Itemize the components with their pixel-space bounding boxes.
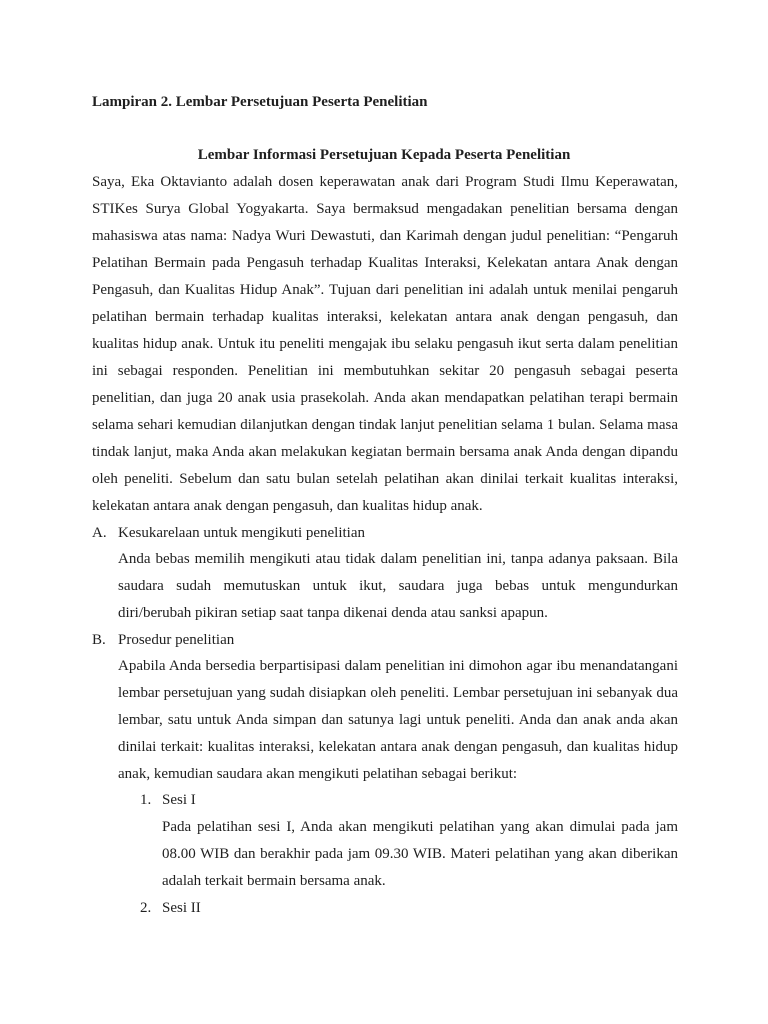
intro-line: kelekatan antara anak dengan pengasuh, dan kualitas hidup anak. (92, 498, 483, 514)
session-line: Pada pelatihan sesi I, Anda akan mengikuti pelatihan yang akan dimulai pada jam (162, 819, 678, 835)
intro-line: selama sehari kemudian dilanjutkan dengan tindak lanjut penelitian selama 1 bulan. Selama masa (92, 417, 678, 433)
section-a-line: saudara sudah memutuskan untuk ikut, saudara juga bebas untuk mengundurkan (118, 578, 678, 594)
session-marker: 2. (140, 900, 152, 916)
section-a-marker: A. (92, 525, 107, 541)
intro-line: kualitas hidup anak. Untuk itu peneliti mengajak ibu selaku pengasuh ikut serta dalam penelitian (92, 336, 678, 352)
section-a-line: diri/berubah pikiran setiap saat tanpa dikenai denda atau sanksi apapun. (118, 605, 548, 621)
section-a-heading: Kesukarelaan untuk mengikuti penelitian (118, 525, 366, 541)
session-title: Sesi II (162, 900, 201, 916)
intro-line: mahasiswa atas nama: Nadya Wuri Dewastuti, dan Karimah dengan judul penelitian: “Pengaruh (92, 228, 678, 244)
section-b-line: lembar, satu untuk Anda simpan dan satunya lagi untuk peneliti. Anda dan anak anda akan (118, 712, 678, 728)
section-b-line: dinilai terkait: kualitas interaksi, kelekatan antara anak dengan pengasuh, dan kualitas hidup (118, 739, 678, 755)
intro-line: STIKes Surya Global Yogyakarta. Saya bermaksud mengadakan penelitian bersama dengan (92, 201, 678, 217)
session-title: Sesi I (162, 792, 196, 808)
section-a-line: Anda bebas memilih mengikuti atau tidak dalam penelitian ini, tanpa adanya paksaan. Bila (118, 551, 678, 567)
session-marker: 1. (140, 792, 152, 808)
intro-line: Pengasuh, dan Kualitas Hidup Anak”. Tujuan dari penelitian ini adalah untuk menilai pengaruh (92, 282, 678, 298)
session-line: adalah terkait bermain bersama anak. (162, 873, 386, 889)
section-b-marker: B. (92, 632, 106, 648)
intro-line: oleh peneliti. Sebelum dan satu bulan setelah pelatihan akan dinilai terkait kualitas interaksi, (92, 471, 678, 487)
section-b-line: anak, kemudian saudara akan mengikuti pelatihan sebagai berikut: (118, 766, 518, 782)
section-b-line: Apabila Anda bersedia berpartisipasi dalam penelitian ini dimohon agar ibu menandatangani (118, 658, 678, 674)
section-b-heading: Prosedur penelitian (118, 632, 235, 648)
intro-line: Saya, Eka Oktavianto adalah dosen keperawatan anak dari Program Studi Ilmu Keperawatan, (92, 174, 678, 190)
intro-line: pelatihan bermain terhadap kualitas interaksi, kelekatan antara anak dengan pengasuh, dan (92, 309, 678, 325)
intro-line: Pelatihan Bermain pada Pengasuh terhadap Kualitas Interaksi, Kelekatan antara Anak dengan (92, 255, 678, 271)
session-line: 08.00 WIB dan berakhir pada jam 09.30 WIB. Materi pelatihan yang akan diberikan (162, 846, 678, 862)
section-title: Lembar Informasi Persetujuan Kepada Peserta Penelitian (197, 147, 571, 163)
intro-line: ini sebagai responden. Penelitian ini membutuhkan sekitar 20 pengasuh sebagai peserta (92, 363, 678, 379)
section-b-line: lembar persetujuan yang sudah disiapkan oleh peneliti. Lembar persetujuan ini sebanyak dua (118, 685, 678, 701)
intro-line: tindak lanjut, maka Anda akan melakukan kegiatan bermain bersama anak Anda dengan dipandu (92, 444, 678, 460)
intro-line: penelitian, dan juga 20 anak usia prasekolah. Anda akan mendapatkan pelatihan terapi bermain (92, 390, 678, 406)
appendix-title: Lampiran 2. Lembar Persetujuan Peserta Penelitian (92, 94, 428, 110)
